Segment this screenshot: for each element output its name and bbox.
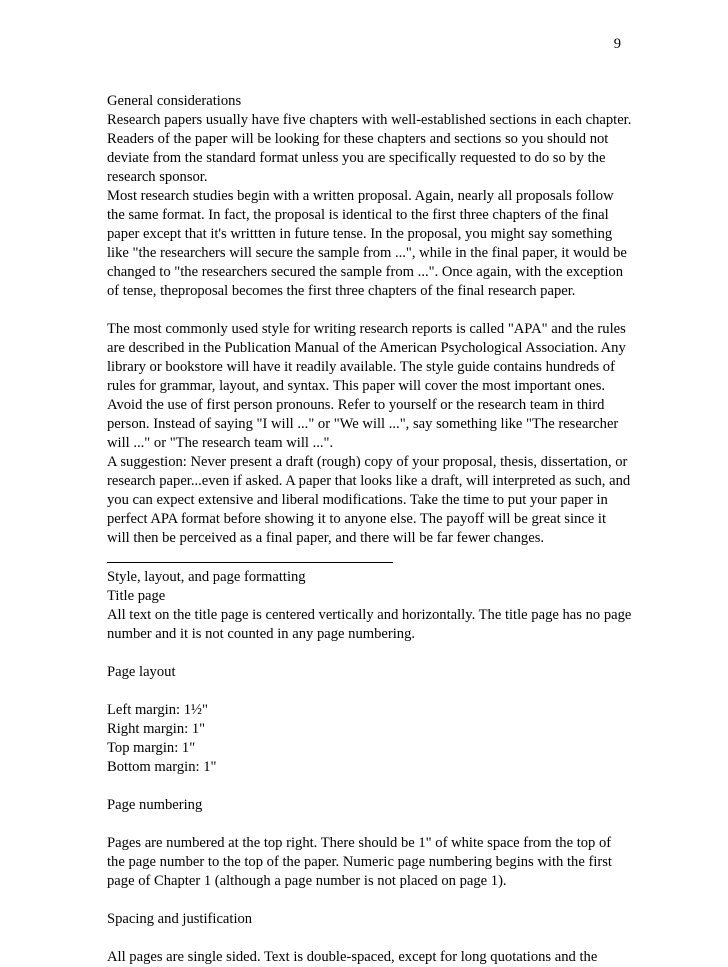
horizontal-rule: [107, 548, 393, 563]
blank-line: [107, 682, 632, 701]
paragraph-chapters: Research papers usually have five chapters with well-established sections in each chapter. Readers of the paper will be looking for these chapters and sections so you should not deviate from the standard format unless you are specifically requested to do so by the research sponsor.: [107, 112, 632, 185]
paragraph-spacing: All pages are single sided. Text is double-spaced, except for long quotations and the: [107, 949, 598, 965]
margin-right: Right margin: 1": [107, 721, 206, 737]
blank-line: [107, 777, 632, 796]
subheading-page-layout: Page layout: [107, 664, 176, 680]
paragraph-suggestion: A suggestion: Never present a draft (rough) copy of your proposal, thesis, dissertation, or research paper...even if asked. A paper that looks like a draft, will interpreted as such, and you can expect extensive and liberal modifications. Take the time to put your paper in perfect APA format before showing it to anyone else. The payoff will be great since it will then be perceived as a final paper, and there will be far fewer changes.: [107, 454, 631, 546]
margin-left: Left margin: 1½": [107, 702, 208, 718]
blank-line: [107, 815, 632, 834]
paragraph-apa: The most commonly used style for writing research reports is called "APA" and the rules are described in the Publication Manual of the American Psychological Association. Any library or bookstore will have it readily available. The style guide contains hundreds of rules for grammar, layout, and syntax. This paper will cover the most important ones.: [107, 321, 626, 394]
margin-top: Top margin: 1": [107, 740, 196, 756]
blank-line: [107, 891, 632, 910]
subheading-title-page: Title page: [107, 588, 166, 604]
subheading-spacing: Spacing and justification: [107, 911, 253, 927]
paragraph-proposal: Most research studies begin with a written proposal. Again, nearly all proposals follow the same format. In fact, the proposal is identical to the first three chapters of the final paper except that it's writtten in future tense. In the proposal, you might say something like "the researchers will secure the sample from ...", while in the final paper, it would be changed to "the researchers secured the sample from ...". Once again, with the exception of tense, theproposal becomes the first three chapters of the final research paper.: [107, 188, 627, 299]
blank-line: [107, 644, 632, 663]
document-body: [107, 92, 632, 967]
blank-line: [107, 929, 632, 948]
margin-bottom: Bottom margin: 1": [107, 759, 217, 775]
paragraph-pronouns: Avoid the use of first person pronouns. Refer to yourself or the research team in third person. Instead of saying "I will ..." or "We will ...", say something like "The researcher will ..." or "The research team will ...".: [107, 397, 619, 451]
section-heading-general: General considerations: [107, 93, 242, 109]
subheading-page-numbering: Page numbering: [107, 797, 203, 813]
paragraph-page-numbering: Pages are numbered at the top right. There should be 1" of white space from the top of the page number to the top of the paper. Numeric page numbering begins with the first page of Chapter 1 (although a page number is not placed on page 1).: [107, 835, 612, 889]
paragraph-title-page: All text on the title page is centered vertically and horizontally. The title page has no page number and it is not counted in any page numbering.: [107, 607, 632, 642]
section-heading-style: Style, layout, and page formatting: [107, 569, 306, 585]
page-number: 9: [613, 36, 621, 52]
blank-line: [107, 301, 632, 320]
